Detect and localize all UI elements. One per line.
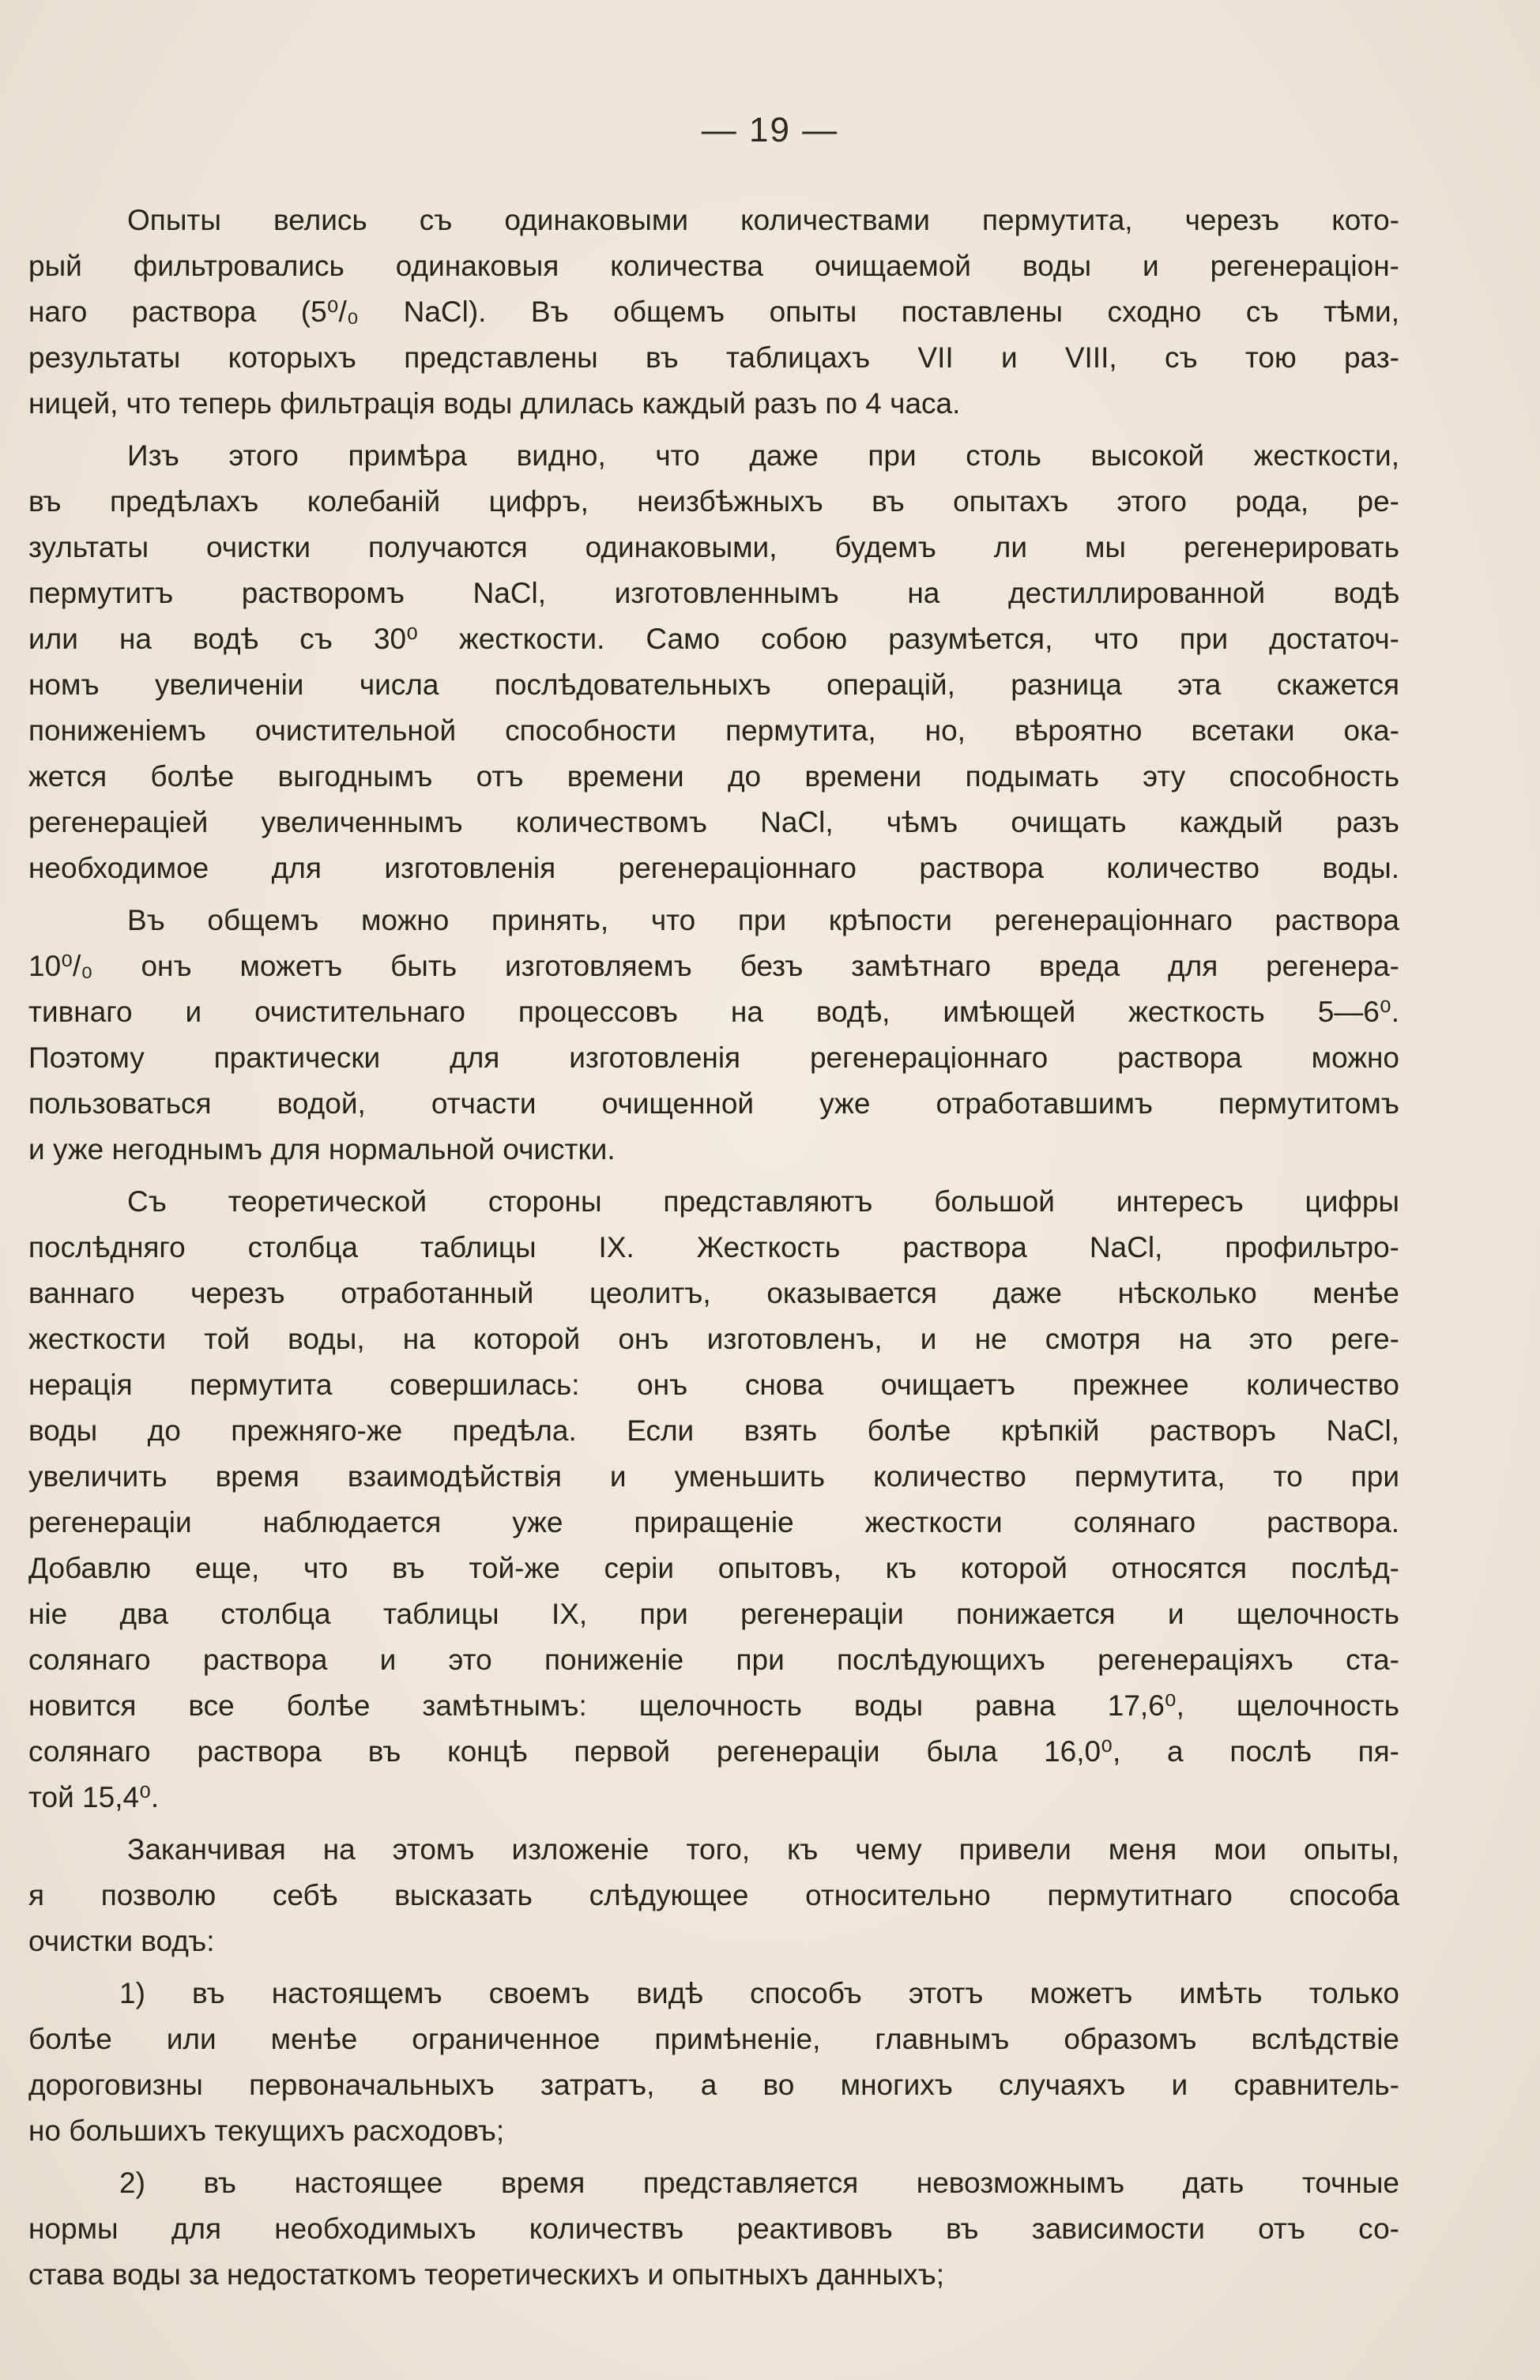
text-line: става воды за недостаткомъ теоретическихъ и опытныхъ данныхъ; — [28, 2258, 945, 2291]
text-line: Изъ этого примѣра видно, что даже при столь высокой жесткости, — [127, 439, 1399, 472]
text-line: Заканчивая на этомъ изложеніе того, къ чему привели меня мои опыты, — [127, 1833, 1399, 1866]
text-line: Въ общемъ можно принять, что при крѣпости регенераціоннаго раствора — [127, 904, 1399, 936]
text-line: Съ теоретической стороны представляютъ большой интересъ цифры — [127, 1185, 1399, 1218]
text-line: результаты которыхъ представлены въ таблицахъ VII и VIII, съ тою раз- — [28, 341, 1399, 374]
text-line: и уже негоднымъ для нормальной очистки. — [28, 1133, 616, 1166]
text-line: той 15,4⁰. — [28, 1781, 160, 1813]
text-line: номъ увеличеніи числа послѣдовательныхъ операцій, разница эта скажется — [28, 668, 1399, 701]
text-line: 2) въ настоящее время представляется невозможнымъ дать точные — [119, 2167, 1399, 2199]
text-line: въ предѣлахъ колебаній цифръ, неизбѣжныхъ въ опытахъ этого рода, ре- — [28, 485, 1399, 518]
text-line: я позволю себѣ высказать слѣдующее относительно пермутитнаго способа — [28, 1879, 1399, 1911]
text-line: регенераціи наблюдается уже приращеніе жесткости солянаго раствора. — [28, 1506, 1399, 1538]
paragraph-gap — [28, 1173, 1399, 1179]
page-number: — 19 — — [701, 111, 839, 149]
text-line: тивнаго и очистительнаго процессовъ на водѣ, имѣющей жесткость 5—6⁰. — [28, 996, 1399, 1028]
text-line: воды до прежняго-же предѣла. Если взять болѣе крѣпкій растворъ NaCl, — [28, 1414, 1399, 1447]
text-line: нерація пермутита совершилась: онъ снова очищаетъ прежнее количество — [28, 1369, 1399, 1401]
text-line: Опыты велись съ одинаковыми количествами пермутита, черезъ кото- — [127, 204, 1399, 236]
text-line: солянаго раствора и это пониженіе при послѣдующихъ регенераціяхъ ста- — [28, 1644, 1399, 1676]
text-line: или на водѣ съ 30⁰ жесткости. Само собою разумѣется, что при достаточ- — [28, 623, 1399, 655]
paragraph-gap — [28, 891, 1399, 898]
text-line: ницей, что теперь фильтрація воды длилась каждый разъ по 4 часа. — [28, 387, 961, 420]
text-line: необходимое для изготовленія регенераціоннаго раствора количество воды. — [28, 852, 1399, 884]
text-line: жется болѣе выгоднымъ отъ времени до времени подымать эту способность — [28, 760, 1399, 793]
text-line: дороговизны первоначальныхъ затратъ, а во многихъ случаяхъ и сравнитель- — [28, 2069, 1399, 2101]
text-line: наго раствора (5⁰/₀ NaCl). Въ общемъ опыты поставлены сходно съ тѣми, — [28, 296, 1399, 328]
paragraph-gap — [28, 1964, 1399, 1971]
text-line: пользоваться водой, отчасти очищенной уже отработавшимъ пермутитомъ — [28, 1087, 1399, 1120]
paragraph-gap — [28, 1821, 1399, 1827]
paragraph-gap — [28, 2154, 1399, 2160]
text-line: увеличить время взаимодѣйствія и уменьшить количество пермутита, то при — [28, 1460, 1399, 1493]
text-line: пермутитъ растворомъ NaCl, изготовленнымъ на дестиллированной водѣ — [28, 577, 1399, 609]
text-line: жесткости той воды, на которой онъ изготовленъ, и не смотря на это реге- — [28, 1323, 1399, 1355]
paragraph-gap — [28, 427, 1399, 433]
text-line: Добавлю еще, что въ той-же серіи опытовъ, къ которой относятся послѣд- — [28, 1552, 1399, 1584]
text-line: зультаты очистки получаются одинаковыми, будемъ ли мы регенерировать — [28, 531, 1399, 563]
text-line: Поэтому практически для изготовленія регенераціоннаго раствора можно — [28, 1041, 1399, 1074]
text-line: ніе два столбца таблицы IX, при регенераціи понижается и щелочность — [28, 1598, 1399, 1630]
text-line: послѣдняго столбца таблицы IX. Жесткость раствора NaCl, профильтро- — [28, 1231, 1399, 1263]
text-line: ваннаго черезъ отработанный цеолитъ, оказывается даже нѣсколько менѣе — [28, 1277, 1399, 1309]
text-line: очистки водъ: — [28, 1925, 215, 1957]
text-line: регенераціей увеличеннымъ количествомъ NaCl, чѣмъ очищать каждый разъ — [28, 806, 1399, 838]
text-line: но большихъ текущихъ расходовъ; — [28, 2115, 505, 2147]
text-line: 1) въ настоящемъ своемъ видѣ способъ этотъ можетъ имѣть только — [119, 1977, 1399, 2009]
text-line: 10⁰/₀ онъ можетъ быть изготовляемъ безъ замѣтнаго вреда для регенера- — [28, 950, 1399, 982]
text-line: болѣе или менѣе ограниченное примѣненіе, главнымъ образомъ вслѣдствіе — [28, 2023, 1399, 2055]
text-line: новится все болѣе замѣтнымъ: щелочность воды равна 17,6⁰, щелочность — [28, 1689, 1399, 1722]
text-line: пониженіемъ очистительной способности пермутита, но, вѣроятно всетаки ока- — [28, 714, 1399, 747]
body-text — [28, 198, 1399, 2298]
text-line: нормы для необходимыхъ количествъ реактивовъ въ зависимости отъ со- — [28, 2212, 1399, 2245]
text-line: солянаго раствора въ концѣ первой регенераціи была 16,0⁰, а послѣ пя- — [28, 1735, 1399, 1768]
text-line: рый фильтровались одинаковыя количества очищаемой воды и регенераціон- — [28, 250, 1399, 282]
